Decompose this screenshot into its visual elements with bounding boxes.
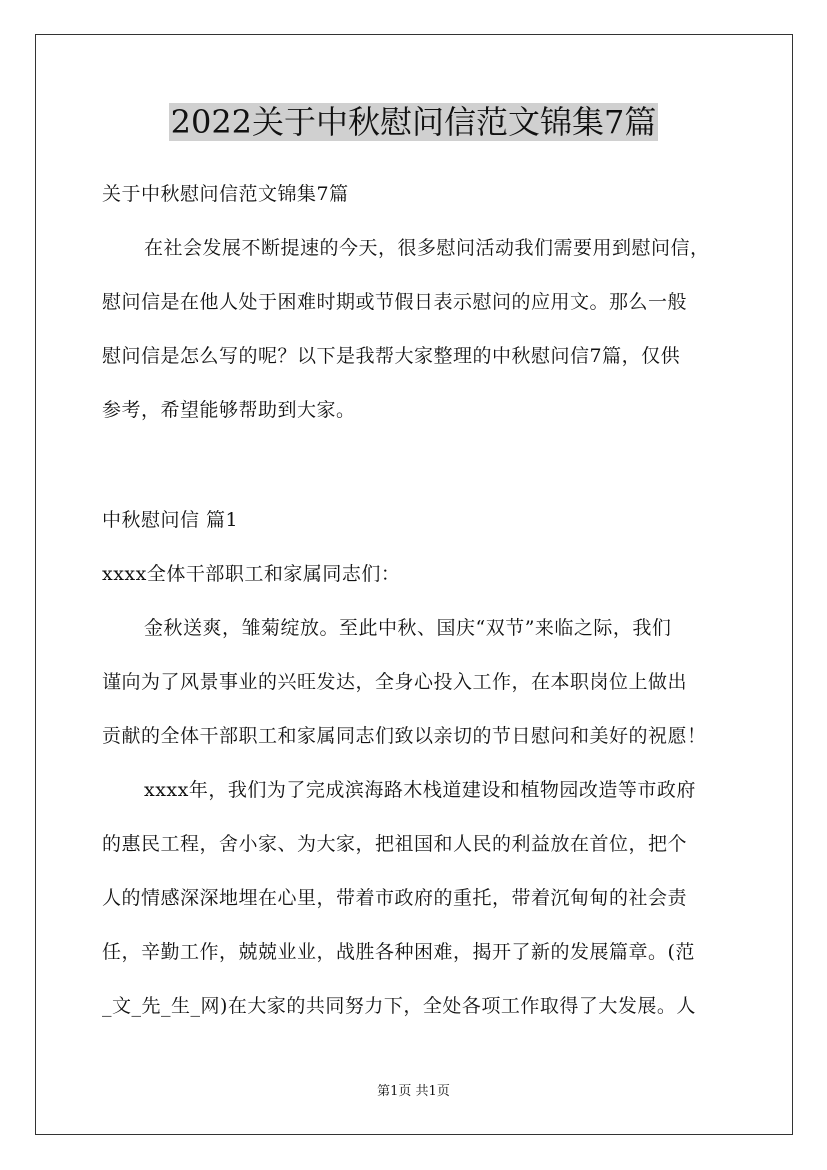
para2-line-5: _文_先_生_网)在大家的共同努力下，全处各项工作取得了大发展。人 <box>102 995 696 1017</box>
document-subtitle: 关于中秋慰问信范文锦集7篇 <box>102 183 349 205</box>
para1-line-2: 谨向为了风景事业的兴旺发达，全身心投入工作，在本职岗位上做出 <box>102 671 688 693</box>
para2-line-1: xxxx年，我们为了完成滨海路木栈道建设和植物园改造等市政府 <box>144 779 696 801</box>
para2-line-2: 的惠民工程，舍小家、为大家，把祖国和人民的利益放在首位，把个 <box>102 833 688 855</box>
document-title <box>0 100 827 144</box>
para2-line-4: 任，辛勤工作，兢兢业业，战胜各种困难，揭开了新的发展篇章。(范 <box>102 941 695 963</box>
para2-line-3: 人的情感深深地埋在心里，带着市政府的重托，带着沉甸甸的社会责 <box>102 887 688 909</box>
para1-line-1: 金秋送爽，雏菊绽放。至此中秋、国庆“双节”来临之际，我们 <box>144 617 672 639</box>
intro-line-3: 慰问信是怎么写的呢？以下是我帮大家整理的中秋慰问信7篇，仅供 <box>102 345 681 367</box>
intro-line-2: 慰问信是在他人处于困难时期或节假日表示慰问的应用文。那么一般 <box>102 291 688 313</box>
document-title-text: 2022关于中秋慰问信范文锦集7篇 <box>170 103 657 141</box>
para1-line-3: 贡献的全体干部职工和家属同志们致以亲切的节日慰问和美好的祝愿！ <box>102 725 707 747</box>
salutation: xxxx全体干部职工和家属同志们： <box>102 563 401 585</box>
intro-line-1: 在社会发展不断提速的今天，很多慰问活动我们需要用到慰问信， <box>144 237 710 259</box>
intro-line-4: 参考，希望能够帮助到大家。 <box>102 399 356 421</box>
page-footer: 第1页 共1页 <box>377 1084 450 1099</box>
section-heading: 中秋慰问信 篇1 <box>102 509 239 531</box>
